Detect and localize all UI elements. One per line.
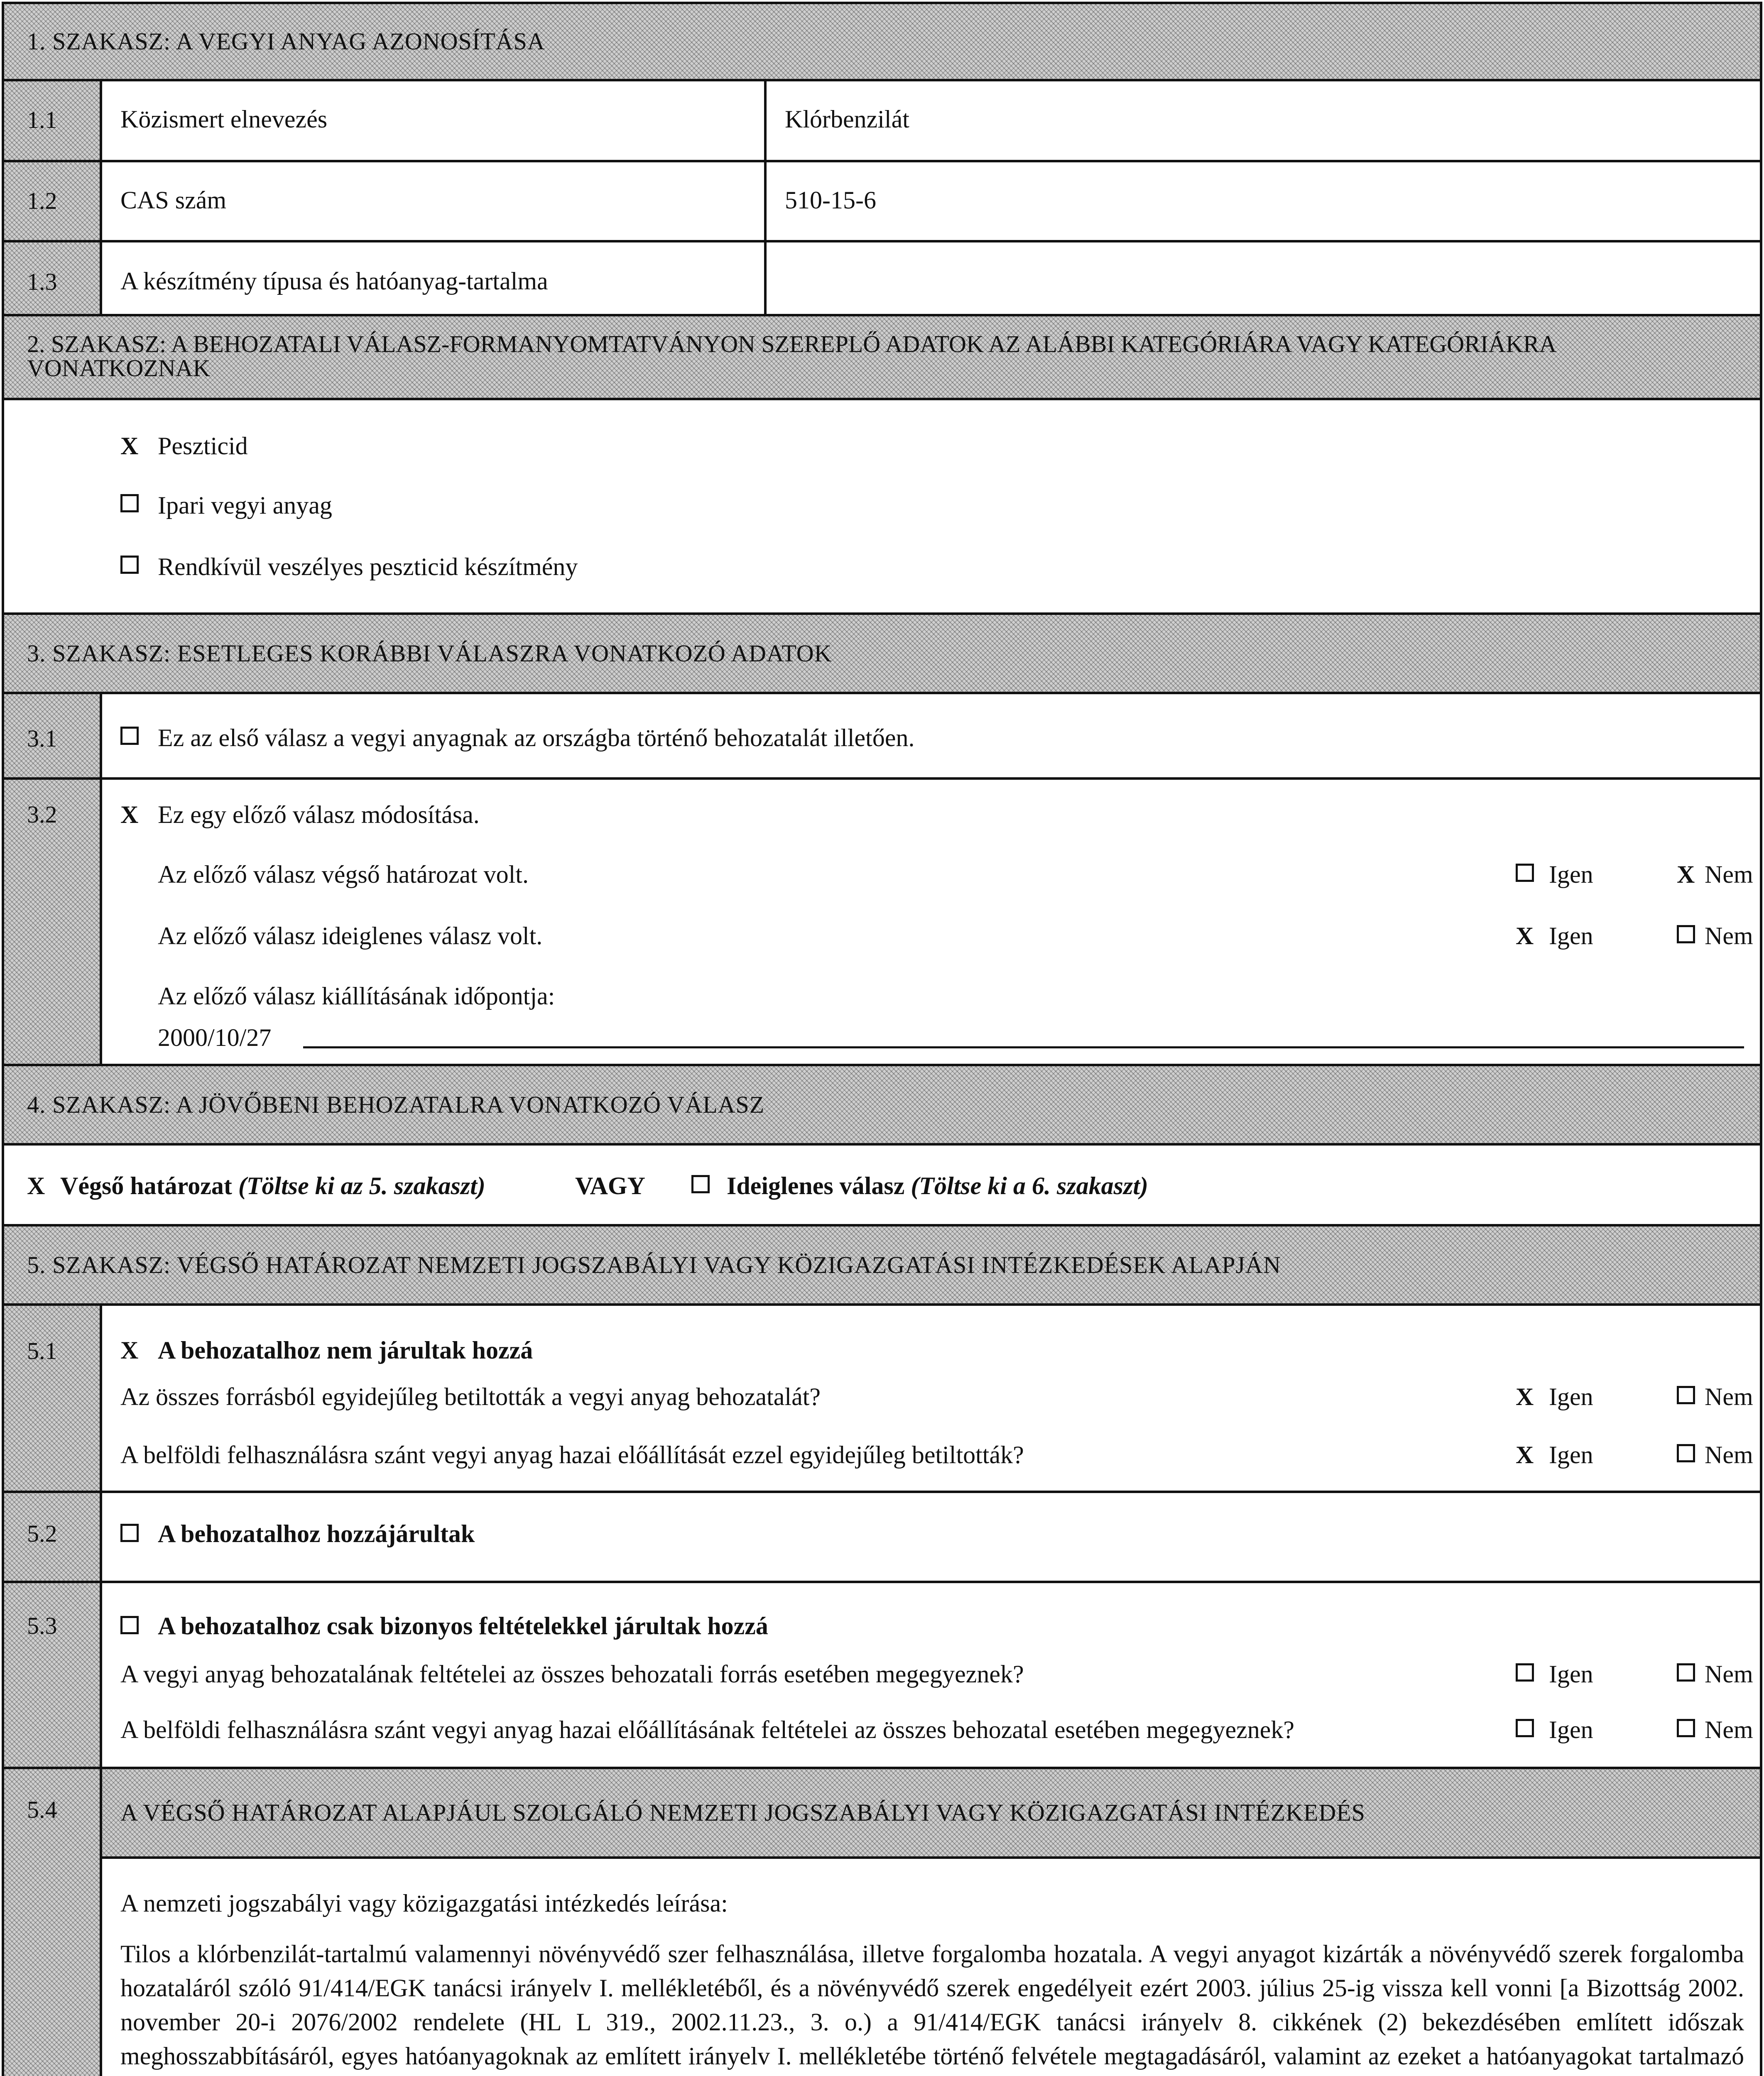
measure-description: Tilos a klórbenzilát-tartalmú valamennyi növényvédő szer felhasználása, illetve forgalomba hozatala. A vegyi anyagot kizárták a növényvédő szerek forgalomba hozataláról szóló 91/414/EGK tanácsi irányelv I. mellékletéből, és a növényvédő szerek engedélyeit ezért 2003. július 25-ig vissza kell vonni [a Bizottság 2002. november 20-i 2076/2002 rendelete (HL L 319., 2002.11.23., 3. o.) a 91/414/EGK tanácsi irányelv 8. cikkének (2) bekezdésében említett időszak meghosszabbításáról, egyes hatóanyagoknak az említett irányelv I. mellékletébe történő felvétele megtagadásáról, valamint az ezeket a hatóanyagokat tartalmazó (120, 1940, 1744, 2070)
checkbox-cond-domestic-no[interactable] (1677, 1719, 1695, 1738)
section4-header: 4. SZAKASZ: A JÖVŐBENI BEHOZATALRA VONATKOZÓ VÁLASZ (4, 1066, 1760, 1143)
divider (100, 694, 102, 1064)
interim-response-text: Ideiglenes válasz (727, 1172, 905, 1200)
divider (4, 1303, 1760, 1306)
domestic-production-banned-question: A belföldi felhasználásra szánt vegyi anyag hazai előállítását ezzel egyidejűleg betiltották? (120, 1441, 1024, 1469)
check-mark: X (1516, 922, 1534, 950)
yes-label: Igen (1549, 1716, 1593, 1743)
final-decision-label (60, 1172, 485, 1200)
check-mark: X (1677, 861, 1695, 888)
checkbox-interim[interactable] (691, 1175, 710, 1194)
checkbox-cond-sources-yes[interactable] (1516, 1663, 1534, 1682)
checkbox-cond-domestic-yes[interactable] (1516, 1719, 1534, 1738)
conditional-consent-label: A behozatalhoz csak bizonyos feltételekkel járultak hozzá (158, 1612, 768, 1640)
checkbox-consented[interactable] (120, 1524, 139, 1542)
row-number: 1.2 (27, 187, 57, 214)
date-underline (303, 1046, 1744, 1048)
divider (102, 1856, 1760, 1859)
checkbox-first-response[interactable] (120, 727, 139, 745)
checkbox-industrial[interactable] (120, 494, 139, 513)
cas-label: CAS szám (120, 186, 226, 214)
divider (4, 398, 1760, 400)
divider (4, 1143, 1760, 1146)
row-number: 5.4 (27, 1796, 57, 1823)
yes-label: Igen (1549, 1383, 1593, 1410)
divider (4, 160, 1760, 162)
prev-final-question: Az előző válasz végső határozat volt. (158, 861, 529, 888)
modification-label: Ez egy előző válasz módosítása. (158, 801, 480, 828)
cas-value: 510-15-6 (785, 186, 876, 214)
divider (4, 692, 1760, 694)
section5-header: 5. SZAKASZ: VÉGSŐ HATÁROZAT NEMZETI JOGSZABÁLYI VAGY KÖZIGAZGATÁSI INTÉZKEDÉSEK ALAPJÁN (4, 1227, 1760, 1303)
check-mark: X (27, 1172, 45, 1200)
option-industrial: Ipari vegyi anyag (158, 492, 332, 519)
row-number: 3.1 (27, 725, 57, 752)
row-number: 5.2 (27, 1520, 57, 1547)
check-mark: X (1516, 1383, 1534, 1410)
section5-4-header: A VÉGSŐ HATÁROZAT ALAPJÁUL SZOLGÁLÓ NEMZETI JOGSZABÁLYI VAGY KÖZIGAZGATÁSI INTÉZKEDÉS (102, 1769, 1760, 1856)
yes-label: Igen (1549, 1441, 1593, 1469)
no-label: Nem (1705, 861, 1753, 888)
checkbox-prev-final-yes[interactable] (1516, 864, 1534, 882)
row-number: 5.3 (27, 1612, 57, 1639)
no-label: Nem (1705, 1441, 1753, 1469)
formulation-label: A készítmény típusa és hatóanyag-tartalma (120, 267, 548, 295)
checkbox-domestic-banned-no[interactable] (1677, 1444, 1695, 1463)
prev-interim-question: Az előző válasz ideiglenes válasz volt. (158, 922, 543, 950)
common-name-label: Közismert elnevezés (120, 105, 328, 133)
final-decision-note: (Töltse ki az 5. szakaszt) (238, 1172, 485, 1200)
yes-label: Igen (1549, 1660, 1593, 1688)
measure-description-label: A nemzeti jogszabályi vagy közigazgatási intézkedés leírása: (120, 1890, 728, 1917)
checkbox-conditional[interactable] (120, 1616, 139, 1635)
divider (4, 240, 1760, 242)
first-response-label: Ez az első válasz a vegyi anyagnak az országba történő behozatalát illetően. (158, 724, 915, 752)
section5-number-column (4, 1306, 100, 2076)
row-number: 5.1 (27, 1337, 57, 1364)
divider (4, 777, 1760, 780)
prev-date-question: Az előző válasz kiállításának időpontja: (158, 982, 555, 1010)
prev-date-value: 2000/10/27 (158, 1024, 272, 1051)
no-label: Nem (1705, 1660, 1753, 1688)
check-mark: X (120, 1337, 139, 1364)
checkbox-hazardous[interactable] (120, 556, 139, 574)
checkbox-banned-all-no[interactable] (1677, 1386, 1695, 1405)
interim-response-label (727, 1172, 1148, 1200)
check-mark: X (120, 801, 139, 828)
divider (764, 81, 767, 314)
section1-header: 1. SZAKASZ: A VEGYI ANYAG AZONOSÍTÁSA (4, 4, 1760, 79)
row-number: 3.2 (27, 801, 57, 828)
divider (100, 1306, 102, 2076)
divider (4, 1491, 1760, 1493)
banned-all-sources-question: Az összes forrásból egyidejűleg betiltották a vegyi anyag behozatalát? (120, 1383, 821, 1410)
yes-label: Igen (1549, 922, 1593, 950)
option-hazardous: Rendkívül veszélyes peszticid készítmény (158, 553, 578, 580)
no-label: Nem (1705, 922, 1753, 950)
final-decision-text: Végső határozat (60, 1172, 232, 1200)
or-label: VAGY (575, 1172, 645, 1200)
check-mark: X (120, 432, 139, 460)
conditions-domestic-question: A belföldi felhasználásra szánt vegyi anyag hazai előállításának feltételei az összes behozatal esetében megegyeznek? (120, 1716, 1294, 1743)
no-label: Nem (1705, 1716, 1753, 1743)
check-mark: X (1516, 1441, 1534, 1469)
form-frame (2, 2, 1762, 2076)
divider (4, 1581, 1760, 1583)
row-number: 1.1 (27, 106, 57, 133)
yes-label: Igen (1549, 861, 1593, 888)
row-number: 1.3 (27, 268, 57, 295)
divider (4, 79, 1760, 81)
common-name-value: Klórbenzilát (785, 105, 909, 133)
interim-response-note: (Töltse ki a 6. szakaszt) (911, 1172, 1148, 1200)
option-pesticide: Peszticid (158, 432, 248, 460)
checkbox-cond-sources-no[interactable] (1677, 1663, 1695, 1682)
import-consented-label: A behozatalhoz hozzájárultak (158, 1520, 475, 1547)
checkbox-prev-interim-no[interactable] (1677, 925, 1695, 944)
divider (100, 81, 102, 314)
import-not-consented-label: A behozatalhoz nem járultak hozzá (158, 1337, 533, 1364)
section2-header: 2. SZAKASZ: A BEHOZATALI VÁLASZ-FORMANYOMTATVÁNYON SZEREPLŐ ADATOK AZ ALÁBBI KATEGÓRIÁRA VAGY KATEGÓRIÁKRA VONATKOZNAK (4, 316, 1760, 398)
section3-header: 3. SZAKASZ: ESETLEGES KORÁBBI VÁLASZRA VONATKOZÓ ADATOK (4, 615, 1760, 692)
no-label: Nem (1705, 1383, 1753, 1410)
conditions-same-sources-question: A vegyi anyag behozatalának feltételei az összes behozatali forrás esetében megegyeznek? (120, 1660, 1024, 1688)
